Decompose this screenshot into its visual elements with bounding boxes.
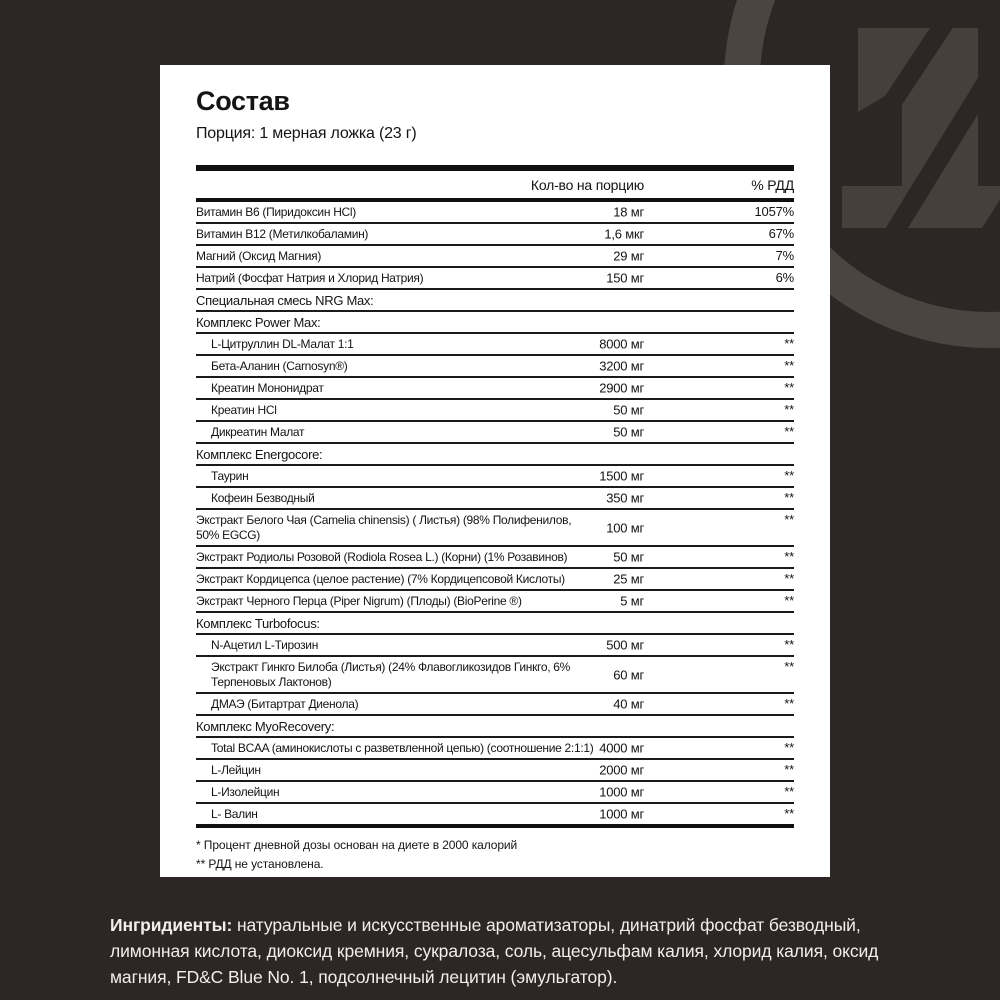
- table-rows: [196, 202, 794, 824]
- amount-per-serving: 50 мг: [613, 424, 644, 440]
- ingredient-name: Экстракт Белого Чая (Camelia chinensis) ( Листья) (98% Полифенилов, 50% EGCG): [196, 512, 572, 542]
- table-row: [196, 268, 794, 290]
- table-row: [196, 657, 794, 694]
- table-row: [196, 488, 794, 510]
- ingredient-name: L- Валин: [211, 806, 258, 821]
- table-row: [196, 246, 794, 268]
- amount-per-serving: 25 мг: [613, 571, 644, 587]
- amount-per-serving: 1,6 мкг: [604, 226, 644, 242]
- table-row: [196, 422, 794, 444]
- ingredients-paragraph: [110, 912, 902, 991]
- ingredient-name: Комплекс MyoRecovery:: [196, 718, 335, 734]
- ingredient-name: Витамин B12 (Метилкобаламин): [196, 226, 369, 241]
- table-section-row: [196, 290, 794, 312]
- table-row: [196, 591, 794, 613]
- ingredient-name: Натрий (Фосфат Натрия и Хлорид Натрия): [196, 270, 424, 285]
- rdd-percent: **: [784, 696, 794, 711]
- amount-per-serving: 50 мг: [613, 402, 644, 418]
- divider-bottom: [196, 824, 794, 828]
- table-row: [196, 694, 794, 716]
- amount-per-serving: 350 мг: [606, 490, 644, 506]
- supplement-facts-panel: [160, 65, 830, 877]
- table-row: [196, 569, 794, 591]
- rdd-percent: **: [784, 358, 794, 373]
- rdd-percent: 7%: [775, 248, 794, 263]
- amount-per-serving: 2000 мг: [599, 762, 644, 778]
- amount-per-serving: 1000 мг: [599, 806, 644, 822]
- table-row: [196, 334, 794, 356]
- rdd-percent: **: [784, 762, 794, 777]
- rdd-percent: **: [784, 402, 794, 417]
- rdd-percent: 67%: [768, 226, 794, 241]
- table-row: [196, 466, 794, 488]
- rdd-percent: **: [784, 468, 794, 483]
- table-row: [196, 804, 794, 824]
- amount-per-serving: 2900 мг: [599, 380, 644, 396]
- ingredient-name: Экстракт Гинкго Билоба (Листья) (24% Флавогликозидов Гинкго, 6% Терпеновых Лактонов): [211, 659, 571, 689]
- rdd-percent: **: [784, 571, 794, 586]
- table-header-row: [196, 171, 794, 198]
- amount-per-serving: 40 мг: [613, 696, 644, 712]
- footnote-daily-value: * Процент дневной дозы основан на диете в 2000 калорий: [196, 838, 518, 852]
- amount-per-serving: 500 мг: [606, 637, 644, 653]
- ingredient-name: Комплекс Energocore:: [196, 446, 323, 462]
- amount-per-serving: 60 мг: [613, 667, 644, 682]
- ingredient-name: Магний (Оксид Магния): [196, 248, 322, 263]
- table-row: [196, 782, 794, 804]
- amount-per-serving: 29 мг: [613, 248, 644, 264]
- ingredient-name: L-Цитруллин DL-Малат 1:1: [211, 336, 354, 351]
- ingredient-name: N-Ацетил L-Тирозин: [211, 637, 319, 652]
- table-section-row: [196, 312, 794, 334]
- table-row: [196, 635, 794, 657]
- ingredient-name: Экстракт Кордицепса (целое растение) (7% Кордицепсовой Кислоты): [196, 571, 565, 586]
- footnotes: [196, 836, 794, 873]
- amount-per-serving: 3200 мг: [599, 358, 644, 374]
- panel-title: Состав: [196, 86, 290, 116]
- rdd-percent: 6%: [775, 270, 794, 285]
- ingredient-name: Total BCAA (аминокислоты с разветвленной цепью) (соотношение 2:1:1): [211, 740, 594, 755]
- column-header-rdd: % РДД: [751, 177, 794, 193]
- serving-size: Порция: 1 мерная ложка (23 г): [196, 125, 417, 142]
- ingredient-name: Витамин B6 (Пиридоксин HCl): [196, 204, 356, 219]
- rdd-percent: **: [784, 593, 794, 608]
- ingredient-name: Бета-Аланин (Carnosyn®): [211, 358, 348, 373]
- ingredient-name: L-Лейцин: [211, 762, 261, 777]
- amount-per-serving: 5 мг: [620, 593, 644, 609]
- ingredient-name: Комплекс Turbofocus:: [196, 615, 320, 631]
- rdd-percent: **: [784, 512, 794, 527]
- table-row: [196, 356, 794, 378]
- rdd-percent: 1057%: [754, 204, 794, 219]
- ingredient-name: Экстракт Черного Перца (Piper Nigrum) (Плоды) (BioPerine ®): [196, 593, 522, 608]
- ingredients-label: Ингридиенты:: [110, 914, 233, 935]
- ingredient-name: Креатин HCl: [211, 402, 277, 417]
- amount-per-serving: 100 мг: [606, 520, 644, 535]
- rdd-percent: **: [784, 380, 794, 395]
- table-row: [196, 547, 794, 569]
- rdd-percent: **: [784, 659, 794, 674]
- rdd-percent: **: [784, 806, 794, 821]
- table-section-row: [196, 716, 794, 738]
- amount-per-serving: 1500 мг: [599, 468, 644, 484]
- rdd-percent: **: [784, 549, 794, 564]
- table-row: [196, 224, 794, 246]
- rdd-percent: **: [784, 424, 794, 439]
- amount-per-serving: 50 мг: [613, 549, 644, 565]
- amount-per-serving: 8000 мг: [599, 336, 644, 352]
- ingredient-name: Экстракт Родиолы Розовой (Rodiola Rosea L.) (Корни) (1% Розавинов): [196, 549, 568, 564]
- amount-per-serving: 150 мг: [606, 270, 644, 286]
- amount-per-serving: 4000 мг: [599, 740, 644, 756]
- table-row: [196, 378, 794, 400]
- table-row: [196, 760, 794, 782]
- rdd-percent: **: [784, 784, 794, 799]
- column-header-amount: Кол-во на порцию: [530, 177, 644, 193]
- rdd-percent: **: [784, 740, 794, 755]
- table-section-row: [196, 613, 794, 635]
- ingredient-name: Таурин: [211, 468, 249, 483]
- table-row: [196, 738, 794, 760]
- table-row: [196, 400, 794, 422]
- amount-per-serving: 1000 мг: [599, 784, 644, 800]
- rdd-percent: **: [784, 336, 794, 351]
- amount-per-serving: 18 мг: [613, 204, 644, 220]
- table-row: [196, 510, 794, 547]
- ingredient-name: L-Изолейцин: [211, 784, 280, 799]
- ingredient-name: Креатин Мононидрат: [211, 380, 324, 395]
- ingredient-name: Дикреатин Малат: [211, 424, 305, 439]
- ingredients-text: натуральные и искусственные ароматизаторы, динатрий фосфат безводный, лимонная кислота, диоксид кремния, сукралоза, соль, ацесульфам калия, хлорид калия, оксид магния, FD&C Blue No. 1, подсолнечный лецитин (эмульгатор).: [110, 914, 879, 987]
- ingredient-name: ДМАЭ (Битартрат Диенола): [211, 696, 359, 711]
- footnote-rdd: ** РДД не установлена.: [196, 856, 324, 871]
- table-section-row: [196, 444, 794, 466]
- rdd-percent: **: [784, 637, 794, 652]
- ingredient-name: Комплекс Power Max:: [196, 314, 321, 330]
- table-row: [196, 202, 794, 224]
- ingredient-name: Специальная смесь NRG Max:: [196, 292, 374, 308]
- ingredient-name: Кофеин Безводный: [211, 490, 315, 505]
- rdd-percent: **: [784, 490, 794, 505]
